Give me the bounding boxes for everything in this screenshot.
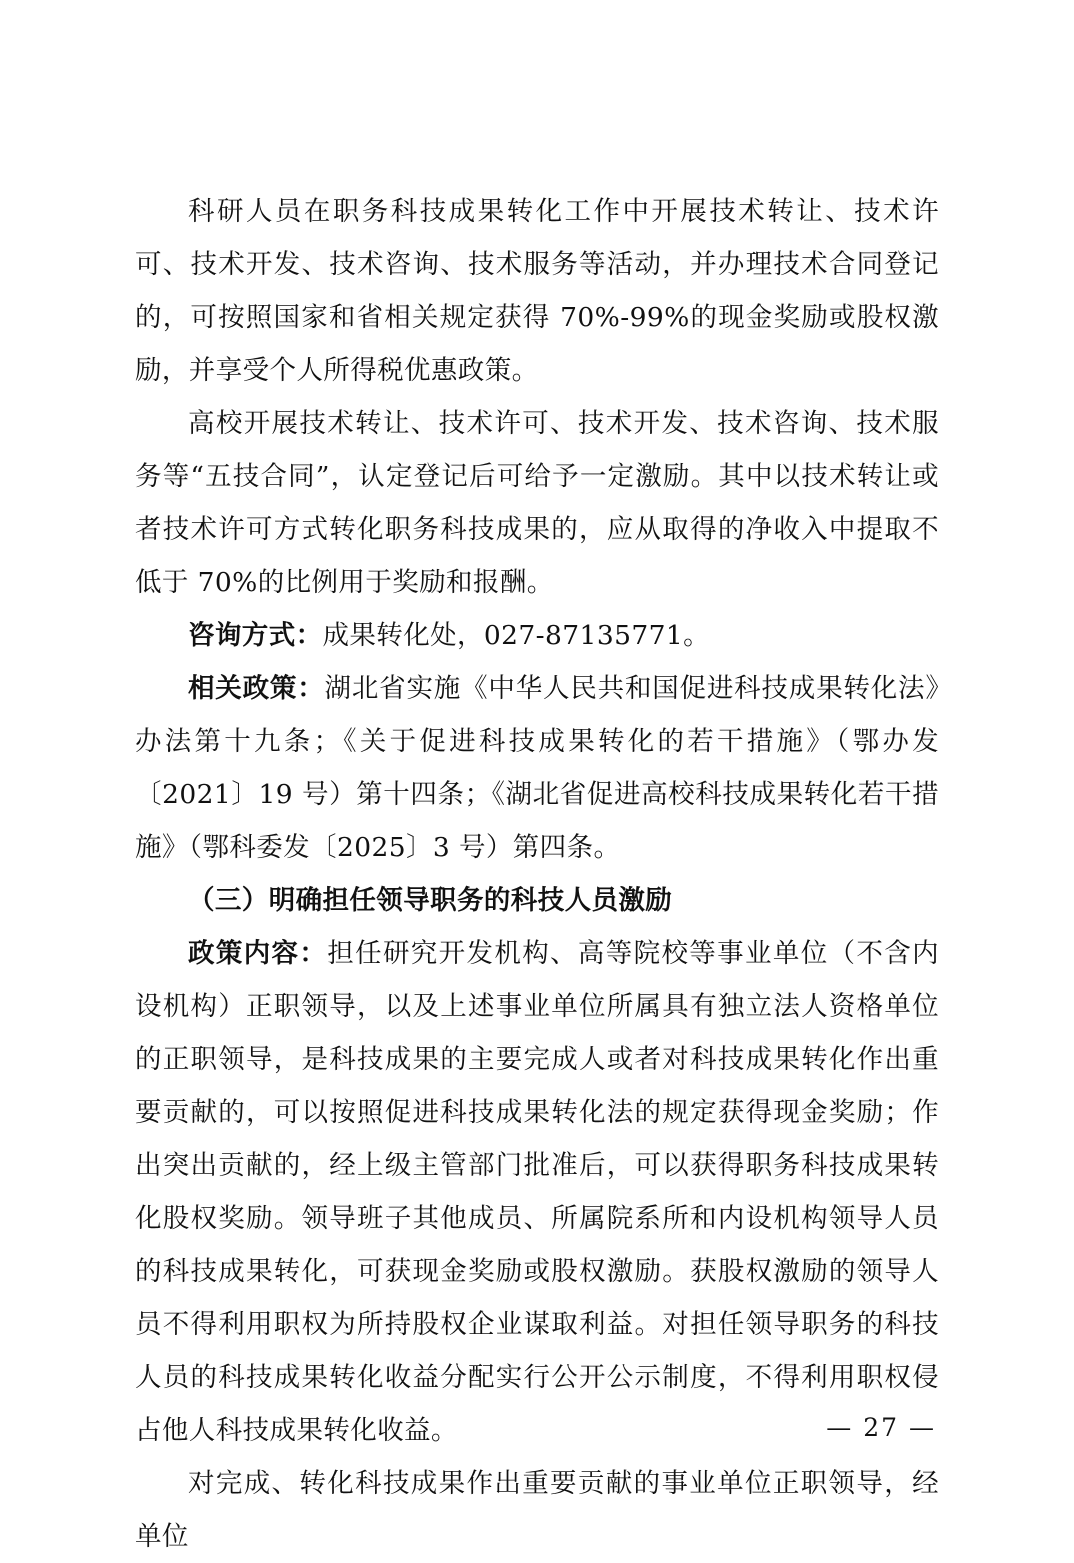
- page-number: — 27 —: [826, 1413, 936, 1442]
- paragraph-university-contracts: 高校开展技术转让、技术许可、技术开发、技术咨询、技术服务等“五技合同”，认定登记后可给予一定激励。其中以技术转让或者技术许可方式转化职务科技成果的，应从取得的净收入中提取不低于 70%的比例用于奖励和报酬。: [135, 408, 939, 598]
- entry-policy-content-text: 担任研究开发机构、高等院校等事业单位（不含内设机构）正职领导，以及上述事业单位所属具有独立法人资格单位的正职领导，是科技成果的主要完成人或者对科技成果转化作出重要贡献的，可以按照促进科技成果转化法的规定获得现金奖励；作出突出贡献的，经上级主管部门批准后，可以获得职务科技成果转化股权奖励。领导班子其他成员、所属院系所和内设机构领导人员的科技成果转化，可获现金奖励或股权激励。获股权激励的领导人员不得利用职权为所持股权企业谋取利益。对担任领导职务的科技人员的科技成果转化收益分配实行公开公示制度，不得利用职权侵占他人科技成果转化收益。: [135, 938, 939, 1446]
- entry-related-policy-text: 湖北省实施《中华人民共和国促进科技成果转化法》办法第十九条；《关于促进科技成果转化的若干措施》（鄂办发〔2021〕19 号）第十四条；《湖北省促进高校科技成果转化若干措施》（鄂科委发〔2025〕3 号）第四条。: [135, 673, 939, 863]
- document-body: [135, 185, 939, 1563]
- paragraph-researcher-incentive: 科研人员在职务科技成果转化工作中开展技术转让、技术许可、技术开发、技术咨询、技术服务等活动，并办理技术合同登记的，可按照国家和省相关规定获得 70%-99%的现金奖励或股权激励，并享受个人所得税优惠政策。: [135, 196, 939, 386]
- entry-consultation-text: 成果转化处，027-87135771。: [322, 620, 711, 651]
- entry-consultation-label: 咨询方式：: [188, 620, 323, 651]
- entry-policy-content: [135, 927, 939, 1457]
- section-heading-three: （三）明确担任领导职务的科技人员激励: [188, 885, 673, 916]
- entry-consultation: [135, 609, 939, 662]
- entry-policy-content-label: 政策内容：: [188, 938, 328, 969]
- paragraph-closing: 对完成、转化科技成果作出重要贡献的事业单位正职领导，经单位: [135, 1468, 939, 1552]
- entry-related-policy: [135, 662, 939, 874]
- entry-related-policy-label: 相关政策：: [188, 673, 325, 704]
